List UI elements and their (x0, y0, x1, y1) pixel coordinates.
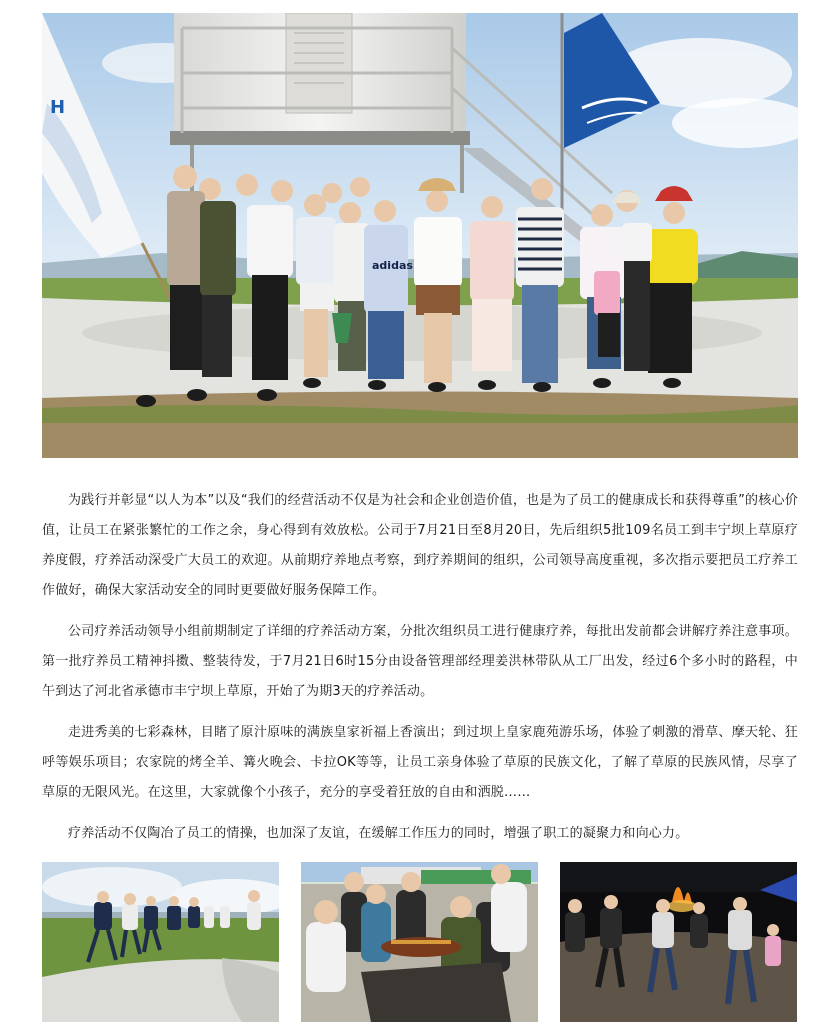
article-paragraph-4: 疗养活动不仅陶冶了员工的情操，也加深了友谊，在缓解工作压力的同时，增强了职工的凝聚力和向心力。 (68, 826, 689, 841)
photo-strip (42, 862, 798, 1022)
photo-roast-lamb (301, 862, 538, 1022)
flag-logo-icon: H (50, 97, 66, 118)
article-paragraph-2: 公司疗养活动领导小组前期制定了详细的疗养活动方案，分批次组织员工进行健康疗养，每批出发前都会讲解疗养注意事项。第一批疗养员工精神抖擞、整装待发，于7月21日6时15分由设备管理部经理姜洪林带队从工厂出发，经过6个多小时的路程，中午到达了河北省承德市丰宁坝上草原，开始了为期3天的疗养活动。 (42, 624, 798, 699)
article-paragraph-1: 为践行并彰显“以人为本”以及“我们的经营活动不仅是为社会和企业创造价值，也是为了员工的健康成长和获得尊重”的核心价值，让员工在紧张繁忙的工作之余，身心得到有效放松。公司于7月21日至8月20日，先后组织5批109名员工到丰宁坝上草原疗养度假，疗养活动深受广大员工的欢迎。从前期疗养地点考察，到疗养期间的组织，公司领导高度重视，多次指示要把员工疗养工作做好，确保大家活动安全的同时更要做好服务保障工作。 (42, 493, 798, 598)
shirt-logo-text: adidas (372, 259, 413, 272)
group-photo (42, 13, 798, 458)
photo-grassland-walk (42, 862, 279, 1022)
group-photo-illustration (42, 13, 798, 458)
article-paragraph-3: 走进秀美的七彩森林，目睹了原汁原味的满族皇家祈福上香演出；到过坝上皇家鹿苑游乐场，体验了刺激的滑草、摩天轮、狂呼等娱乐项目；农家院的烤全羊、篝火晚会、卡拉OK等等，让员工亲身体验了草原的民族文化，了解了草原的民族风情，尽享了草原的无限风光。在这里，大家就像个小孩子，充分的享受着狂放的自由和洒脱…… (42, 725, 798, 800)
photo-bonfire-party (560, 862, 797, 1022)
article-body (42, 486, 798, 860)
